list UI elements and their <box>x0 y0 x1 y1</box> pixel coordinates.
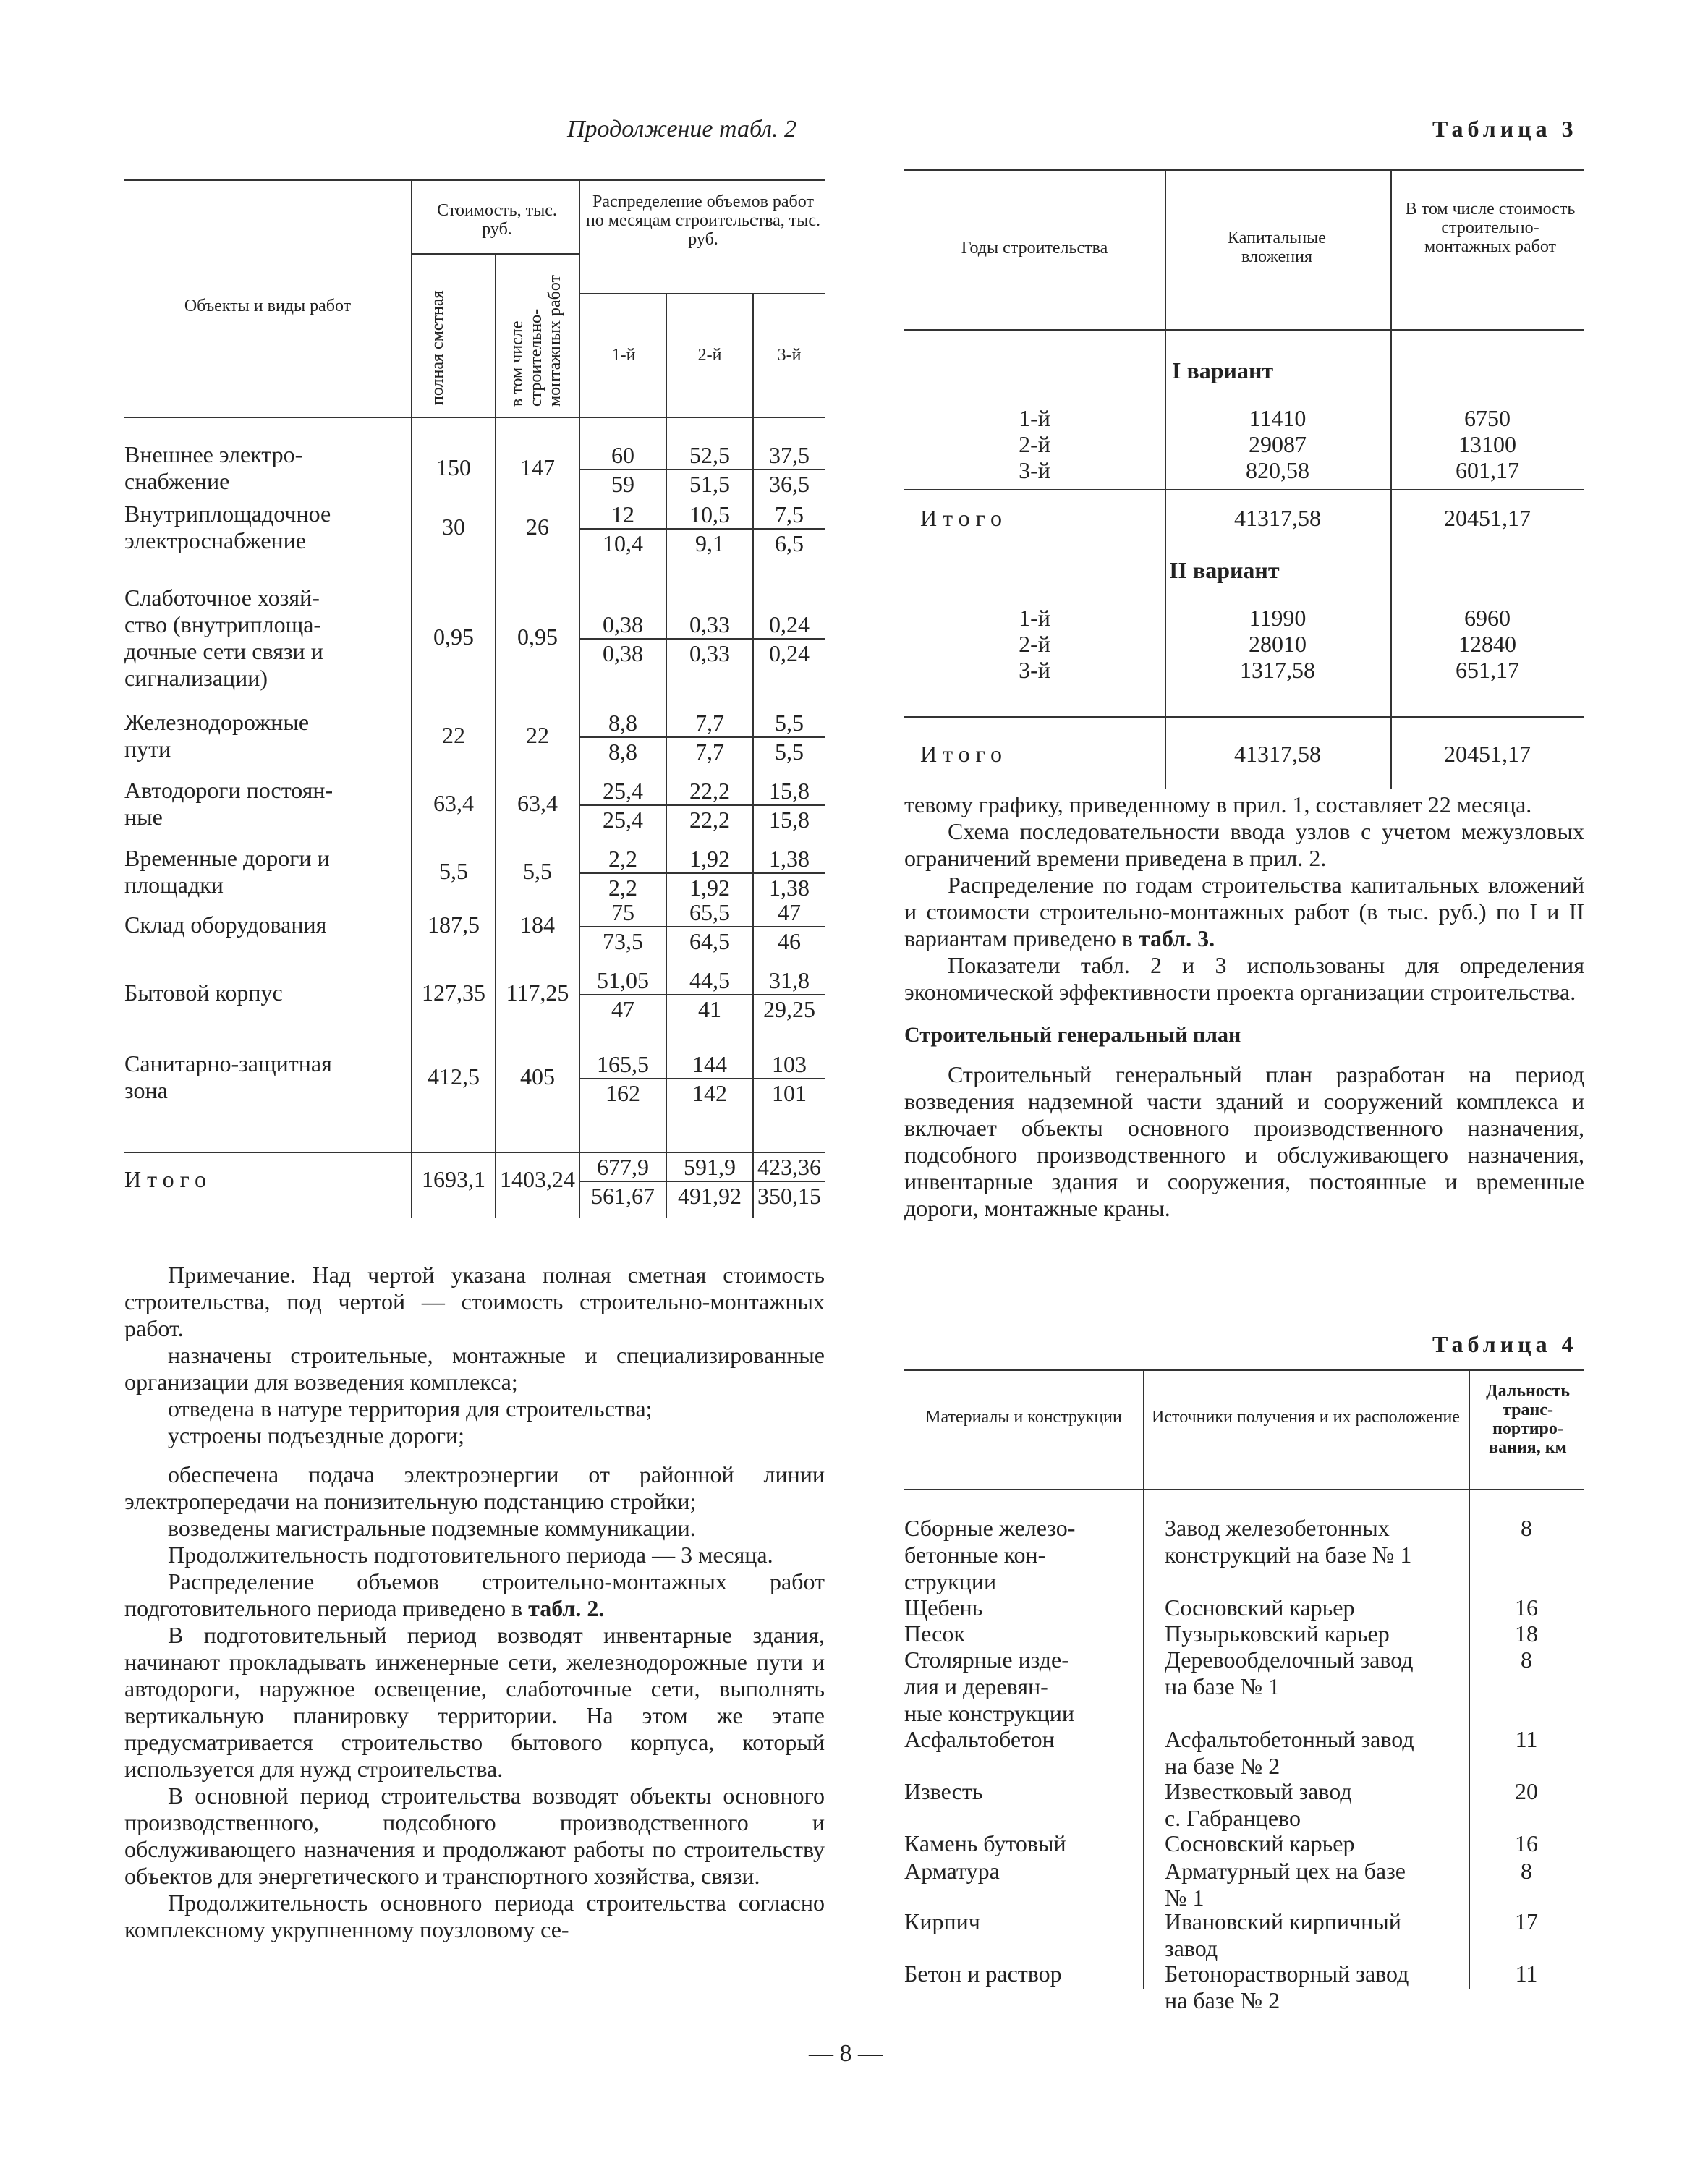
table4-source: Сосновский карьер <box>1165 1830 1355 1856</box>
fraction-denominator: 36,5 <box>769 471 810 497</box>
table2-header-objects: Объекты и виды работ <box>184 297 352 315</box>
table4-material: Сборные железо- бетонные кон- струкции <box>904 1515 1076 1594</box>
table4-header-src: Источники получения и их расположение <box>1152 1408 1460 1427</box>
text-item: В подготовительный период возводят инвентарные здания, начинают прокладывать инженерные сети, железнодорожные пути и автодороги, наружное освещение, слаботочные сети, выполнять вертикальную планировку территории. На этом же этапе предусматривается строительство бытового корпуса, который используется для нужд строительства. <box>124 1622 825 1782</box>
fraction-numerator: 677,9 <box>580 1153 666 1182</box>
table4-source: Деревообделочный завод на базе № 1 <box>1165 1647 1414 1699</box>
fraction-denominator: 59 <box>611 471 634 497</box>
table2-row-full: 412,5 <box>428 1063 480 1090</box>
table3-cap: 11990 <box>1249 605 1307 631</box>
fraction-numerator: 103 <box>754 1050 825 1079</box>
text-item: устроены подъездные дороги; <box>168 1422 465 1448</box>
fraction-numerator: 165,5 <box>580 1050 666 1079</box>
table4-distance: 20 <box>1515 1778 1538 1804</box>
table2-total-m3 <box>754 1153 825 1210</box>
table4-distance: 8 <box>1521 1647 1532 1673</box>
body-text-right <box>904 791 1584 1222</box>
table2-total-m2 <box>667 1153 752 1210</box>
table2-header-rule <box>124 417 825 418</box>
table2-top-rule <box>124 179 825 181</box>
table2-row-full: 5,5 <box>439 858 468 884</box>
fraction-denominator: 0,33 <box>689 640 730 666</box>
table3-header-years: Годы строительства <box>961 239 1108 258</box>
fraction-denominator: 561,67 <box>591 1183 655 1209</box>
fraction-numerator: 7,5 <box>754 501 825 530</box>
fraction-denominator: 73,5 <box>603 928 643 954</box>
table2-row-m2 <box>667 967 752 1023</box>
table2-row-full: 0,95 <box>433 624 474 650</box>
table2-header-m2: 2-й <box>697 346 722 365</box>
fraction-denominator: 47 <box>611 996 634 1022</box>
fraction-denominator: 1,38 <box>769 875 810 901</box>
fraction-numerator: 51,05 <box>580 967 666 995</box>
table2-header-m1: 1-й <box>611 346 636 365</box>
table4-material: Камень бутовый <box>904 1830 1066 1856</box>
table4-material: Песок <box>904 1621 965 1647</box>
table2-row-name: Слаботочное хозяй- ство (внутриплоща- дочные сети связи и сигнализации) <box>124 585 323 691</box>
table3-caption: Таблица 3 <box>1432 116 1578 142</box>
table3-total2-incl: 20451,17 <box>1444 741 1531 767</box>
table2-row-m2 <box>667 1050 752 1107</box>
fraction-numerator: 52,5 <box>667 441 752 470</box>
table3-total2-label: Итого <box>920 741 1008 767</box>
variant2-label: II вариант <box>1169 557 1280 583</box>
fraction-denominator: 0,38 <box>603 640 643 666</box>
table2-note: Примечание. Над чертой указана полная сметная стоимость строительства, под чертой — стоимость строительно-монтажных работ. <box>124 1262 825 1341</box>
table4-distance: 11 <box>1515 1726 1538 1752</box>
table2-total-label: Итого <box>124 1166 212 1192</box>
table2-row-m3 <box>754 899 825 955</box>
fraction-denominator: 350,15 <box>757 1183 821 1209</box>
table2-row-m2 <box>667 709 752 765</box>
table2-row-incl: 22 <box>526 722 549 748</box>
table4-source: Сосновский карьер <box>1165 1594 1355 1621</box>
fraction-denominator: 5,5 <box>775 739 804 765</box>
fraction-numerator: 37,5 <box>754 441 825 470</box>
table4-source: Бетонорастворный завод на базе № 2 <box>1165 1961 1409 2013</box>
table-reference: табл. 2. <box>528 1595 605 1621</box>
table2-row-m3 <box>754 1050 825 1107</box>
table2-row-incl: 405 <box>520 1063 555 1090</box>
table3-year: 1-й <box>1019 405 1050 431</box>
fraction-numerator: 75 <box>580 899 666 927</box>
table3-cap: 29087 <box>1249 431 1307 457</box>
table2-row-incl: 147 <box>520 454 555 480</box>
fraction-denominator: 0,24 <box>769 640 810 666</box>
table2-row-name: Бытовой корпус <box>124 980 283 1006</box>
table2-row-m3 <box>754 441 825 498</box>
table2-header-m3: 3-й <box>777 346 802 365</box>
text-item: обеспечена подача электроэнергии от районной линии электропередачи на понизительную подстанцию стройки; <box>124 1461 825 1514</box>
table2-row-name: Внешнее электро- снабжение <box>124 441 303 494</box>
fraction-numerator: 65,5 <box>667 899 752 927</box>
table4-material: Кирпич <box>904 1908 980 1934</box>
fraction-denominator: 9,1 <box>695 530 724 556</box>
fraction-denominator: 491,92 <box>678 1183 742 1209</box>
fraction-numerator: 10,5 <box>667 501 752 530</box>
fraction-numerator: 0,38 <box>580 611 666 640</box>
table3-year: 3-й <box>1019 457 1050 483</box>
table2-col-divider <box>411 181 412 1218</box>
fraction-numerator: 15,8 <box>754 777 825 806</box>
fraction-numerator: 47 <box>754 899 825 927</box>
fraction-denominator: 162 <box>606 1080 640 1106</box>
note-paragraph <box>124 1262 825 1449</box>
table3-incl: 12840 <box>1458 631 1516 657</box>
table4-material: Щебень <box>904 1594 983 1621</box>
fraction-denominator: 7,7 <box>695 739 724 765</box>
table2-row-name: Железнодорожные пути <box>124 709 310 762</box>
table2-row-m3 <box>754 501 825 557</box>
fraction-numerator: 1,38 <box>754 845 825 874</box>
body-text-left <box>124 1461 825 1943</box>
table2-row-full: 30 <box>442 514 465 540</box>
fraction-numerator: 8,8 <box>580 709 666 738</box>
table3-cap: 820,58 <box>1246 457 1309 483</box>
table2-row-m2 <box>667 899 752 955</box>
table2-row-incl: 5,5 <box>523 858 552 884</box>
table2-subrule <box>412 253 579 255</box>
table2-row-full: 63,4 <box>433 790 474 816</box>
fraction-denominator: 15,8 <box>769 807 810 833</box>
table2-row-m3 <box>754 967 825 1023</box>
table4-distance: 11 <box>1515 1961 1538 1987</box>
table3-incl: 13100 <box>1458 431 1516 457</box>
fraction-denominator: 8,8 <box>608 739 637 765</box>
table4-caption: Таблица 4 <box>1432 1331 1578 1357</box>
table2-row-full: 150 <box>436 454 471 480</box>
table4-source: Пузырьковский карьер <box>1165 1621 1390 1647</box>
text-item <box>124 1568 825 1622</box>
table2-row-m1 <box>580 1050 666 1107</box>
table3-top-rule <box>904 169 1584 171</box>
text-item: Строительный генеральный план разработан на период возведения надземной части зданий и сооружений комплекса и включает объекты основного производственного назначения, подсобного производственного и обслуживающего назначения, инвентарные здания и сооружения, постоянные и временные дороги, монтажные краны. <box>904 1061 1584 1221</box>
text-item: В основной период строительства возводят объекты основного производственного, подсобного производственного и обслуживающего назначения и продолжают работы по строительству объектов для энергетического и транспортного хозяйства, связи. <box>124 1783 825 1889</box>
table2-row-full: 187,5 <box>428 912 480 938</box>
fraction-denominator: 10,4 <box>603 530 643 556</box>
table4-header-mat: Материалы и конструкции <box>925 1408 1122 1427</box>
fraction-denominator: 101 <box>772 1080 807 1106</box>
table2-row-m3 <box>754 611 825 667</box>
fraction-denominator: 1,92 <box>689 875 730 901</box>
table4-col-divider <box>1469 1371 1470 1989</box>
table2-row-m2 <box>667 501 752 557</box>
table2-row-m2 <box>667 441 752 498</box>
fraction-numerator: 0,33 <box>667 611 752 640</box>
fraction-denominator: 2,2 <box>608 875 637 901</box>
table2-row-m1 <box>580 967 666 1023</box>
table4-distance: 16 <box>1515 1830 1538 1856</box>
table4-distance: 18 <box>1515 1621 1538 1647</box>
table-reference: табл. 3. <box>1138 925 1215 951</box>
table2-row-m3 <box>754 845 825 901</box>
table2-row-m1 <box>580 899 666 955</box>
table3-year: 1-й <box>1019 605 1050 631</box>
table3-incl: 651,17 <box>1456 657 1519 683</box>
fraction-denominator: 41 <box>698 996 721 1022</box>
table4-material: Бетон и раствор <box>904 1961 1062 1987</box>
fraction-numerator: 25,4 <box>580 777 666 806</box>
table3-incl: 6960 <box>1464 605 1511 631</box>
fraction-denominator: 22,2 <box>689 807 730 833</box>
table2-row-m2 <box>667 845 752 901</box>
table2-header-incl: в том числе строительно-монтажных работ <box>508 274 564 407</box>
text-item: тевому графику, приведенному в прил. 1, составляет 22 месяца. <box>904 791 1532 817</box>
table3-rule <box>904 489 1584 490</box>
table2-subrule <box>580 293 825 294</box>
table2-row-m1 <box>580 777 666 833</box>
table3-cap: 1317,58 <box>1240 657 1315 683</box>
table4-source: Ивановский кирпичный завод <box>1165 1908 1401 1961</box>
table4-col-divider <box>1143 1371 1144 1989</box>
page-number: — 8 — <box>809 2040 883 2067</box>
table2-total-m1 <box>580 1153 666 1210</box>
text-item: Продолжительность подготовительного периода — 3 месяца. <box>168 1542 773 1568</box>
fraction-numerator: 44,5 <box>667 967 752 995</box>
table4-source: Арматурный цех на базе № 1 <box>1165 1858 1406 1911</box>
table2-row-m1 <box>580 501 666 557</box>
fraction-numerator: 0,24 <box>754 611 825 640</box>
fraction-numerator: 423,36 <box>754 1153 825 1182</box>
fraction-denominator: 6,5 <box>775 530 804 556</box>
table3-total1-cap: 41317,58 <box>1234 505 1321 531</box>
table4-material: Столярные изде- лия и деревян- ные конструкции <box>904 1647 1074 1726</box>
table4-source: Асфальтобетонный завод на базе № 2 <box>1165 1726 1414 1779</box>
fraction-numerator: 144 <box>667 1050 752 1079</box>
table3-cap: 28010 <box>1249 631 1307 657</box>
fraction-numerator: 7,7 <box>667 709 752 738</box>
fraction-numerator: 60 <box>580 441 666 470</box>
table3-total1-incl: 20451,17 <box>1444 505 1531 531</box>
table4-distance: 16 <box>1515 1594 1538 1621</box>
table2-row-name: Склад оборудования <box>124 912 327 938</box>
table3-incl: 601,17 <box>1456 457 1519 483</box>
table2-row-name: Санитарно-защитная зона <box>124 1050 332 1103</box>
table4-distance: 8 <box>1521 1515 1532 1541</box>
table3-total1-label: Итого <box>920 505 1008 531</box>
fraction-denominator: 64,5 <box>689 928 730 954</box>
table2-header-full: полная сметная <box>428 290 447 405</box>
fraction-denominator: 142 <box>692 1080 727 1106</box>
table2-continuation-caption: Продолжение табл. 2 <box>567 116 797 143</box>
fraction-denominator: 51,5 <box>689 471 730 497</box>
table2-total-incl: 1403,24 <box>500 1166 575 1192</box>
text-span: Распределение объемов строительно-монтажных работ подготовительного периода приведено в <box>124 1568 825 1621</box>
table2-row-name: Внутриплощадочное электроснабжение <box>124 501 331 553</box>
text-item: Схема последовательности ввода узлов с учетом межузловых ограничений времени приведена в прил. 2. <box>904 818 1584 871</box>
text-item: Продолжительность основного периода строительства согласно комплексному укрупненному поузловому се- <box>124 1890 825 1942</box>
text-item: возведены магистральные подземные коммуникации. <box>168 1515 696 1541</box>
table2-row-m1 <box>580 709 666 765</box>
variant1-label: I вариант <box>1172 357 1274 383</box>
table2-row-m3 <box>754 777 825 833</box>
fraction-numerator: 31,8 <box>754 967 825 995</box>
table3-rule <box>904 716 1584 718</box>
table2-row-incl: 26 <box>526 514 549 540</box>
section-heading: Строительный генеральный план <box>904 1023 1241 1047</box>
table4-header-dist: Дальность транс-портиро-вания, км <box>1486 1382 1570 1457</box>
fraction-numerator: 2,2 <box>580 845 666 874</box>
table4-distance: 8 <box>1521 1858 1532 1884</box>
table2-row-full: 127,35 <box>422 980 485 1006</box>
table2-row-incl: 184 <box>520 912 555 938</box>
table2-row-m1 <box>580 611 666 667</box>
text-item: Показатели табл. 2 и 3 использованы для определения экономической эффективности проекта организации строительства. <box>904 952 1584 1005</box>
fraction-numerator: 1,92 <box>667 845 752 874</box>
table4-source: Известковый завод с. Габранцево <box>1165 1778 1352 1831</box>
table4-distance: 17 <box>1515 1908 1538 1934</box>
table2-row-incl: 63,4 <box>517 790 558 816</box>
table2-row-full: 22 <box>442 722 465 748</box>
table2-header-cost: Стоимость, тыс. руб. <box>437 201 557 239</box>
table2-total-full: 1693,1 <box>422 1166 485 1192</box>
text-item: назначены строительные, монтажные и специализированные организации для возведения комплекса; <box>124 1342 825 1395</box>
table3-cap: 11410 <box>1249 405 1307 431</box>
fraction-denominator: 46 <box>778 928 801 954</box>
table3-header-cap: Капитальные вложения <box>1228 229 1326 266</box>
table3-year: 2-й <box>1019 431 1050 457</box>
text-item: отведена в натуре территория для строительства; <box>168 1396 653 1422</box>
text-item <box>904 872 1584 952</box>
table2-row-m3 <box>754 709 825 765</box>
text-span: Распределение по годам строительства капитальных вложений и стоимости строительно-монтажных работ (в тыс. руб.) по I и II вариантам приведено в <box>904 872 1584 951</box>
table3-header-incl: В том числе стоимость строительно-монтажных работ <box>1405 200 1576 256</box>
table4-material: Арматура <box>904 1858 1000 1884</box>
table2-row-name: Автодороги постоян- ные <box>124 777 333 830</box>
table2-row-incl: 0,95 <box>517 624 558 650</box>
table2-header-distribution: Распределение объемов работ по месяцам строительства, тыс. руб. <box>585 192 821 249</box>
table3-header-rule <box>904 329 1584 331</box>
fraction-numerator: 5,5 <box>754 709 825 738</box>
table3-incl: 6750 <box>1464 405 1511 431</box>
table4-top-rule <box>904 1369 1584 1371</box>
table4-header-rule <box>904 1489 1584 1490</box>
fraction-denominator: 29,25 <box>763 996 815 1022</box>
fraction-numerator: 22,2 <box>667 777 752 806</box>
table2-row-m2 <box>667 611 752 667</box>
fraction-denominator: 25,4 <box>603 807 643 833</box>
table2-row-name: Временные дороги и площадки <box>124 845 330 898</box>
table3-total2-cap: 41317,58 <box>1234 741 1321 767</box>
table3-year: 3-й <box>1019 657 1050 683</box>
table4-material: Известь <box>904 1778 983 1804</box>
table4-material: Асфальтобетон <box>904 1726 1055 1752</box>
table2-row-m1 <box>580 441 666 498</box>
table3-year: 2-й <box>1019 631 1050 657</box>
table2-row-m1 <box>580 845 666 901</box>
fraction-numerator: 12 <box>580 501 666 530</box>
table4-source: Завод железобетонных конструкций на базе № 1 <box>1165 1515 1412 1568</box>
table2-row-incl: 117,25 <box>506 980 569 1006</box>
fraction-numerator: 591,9 <box>667 1153 752 1182</box>
table2-row-m2 <box>667 777 752 833</box>
